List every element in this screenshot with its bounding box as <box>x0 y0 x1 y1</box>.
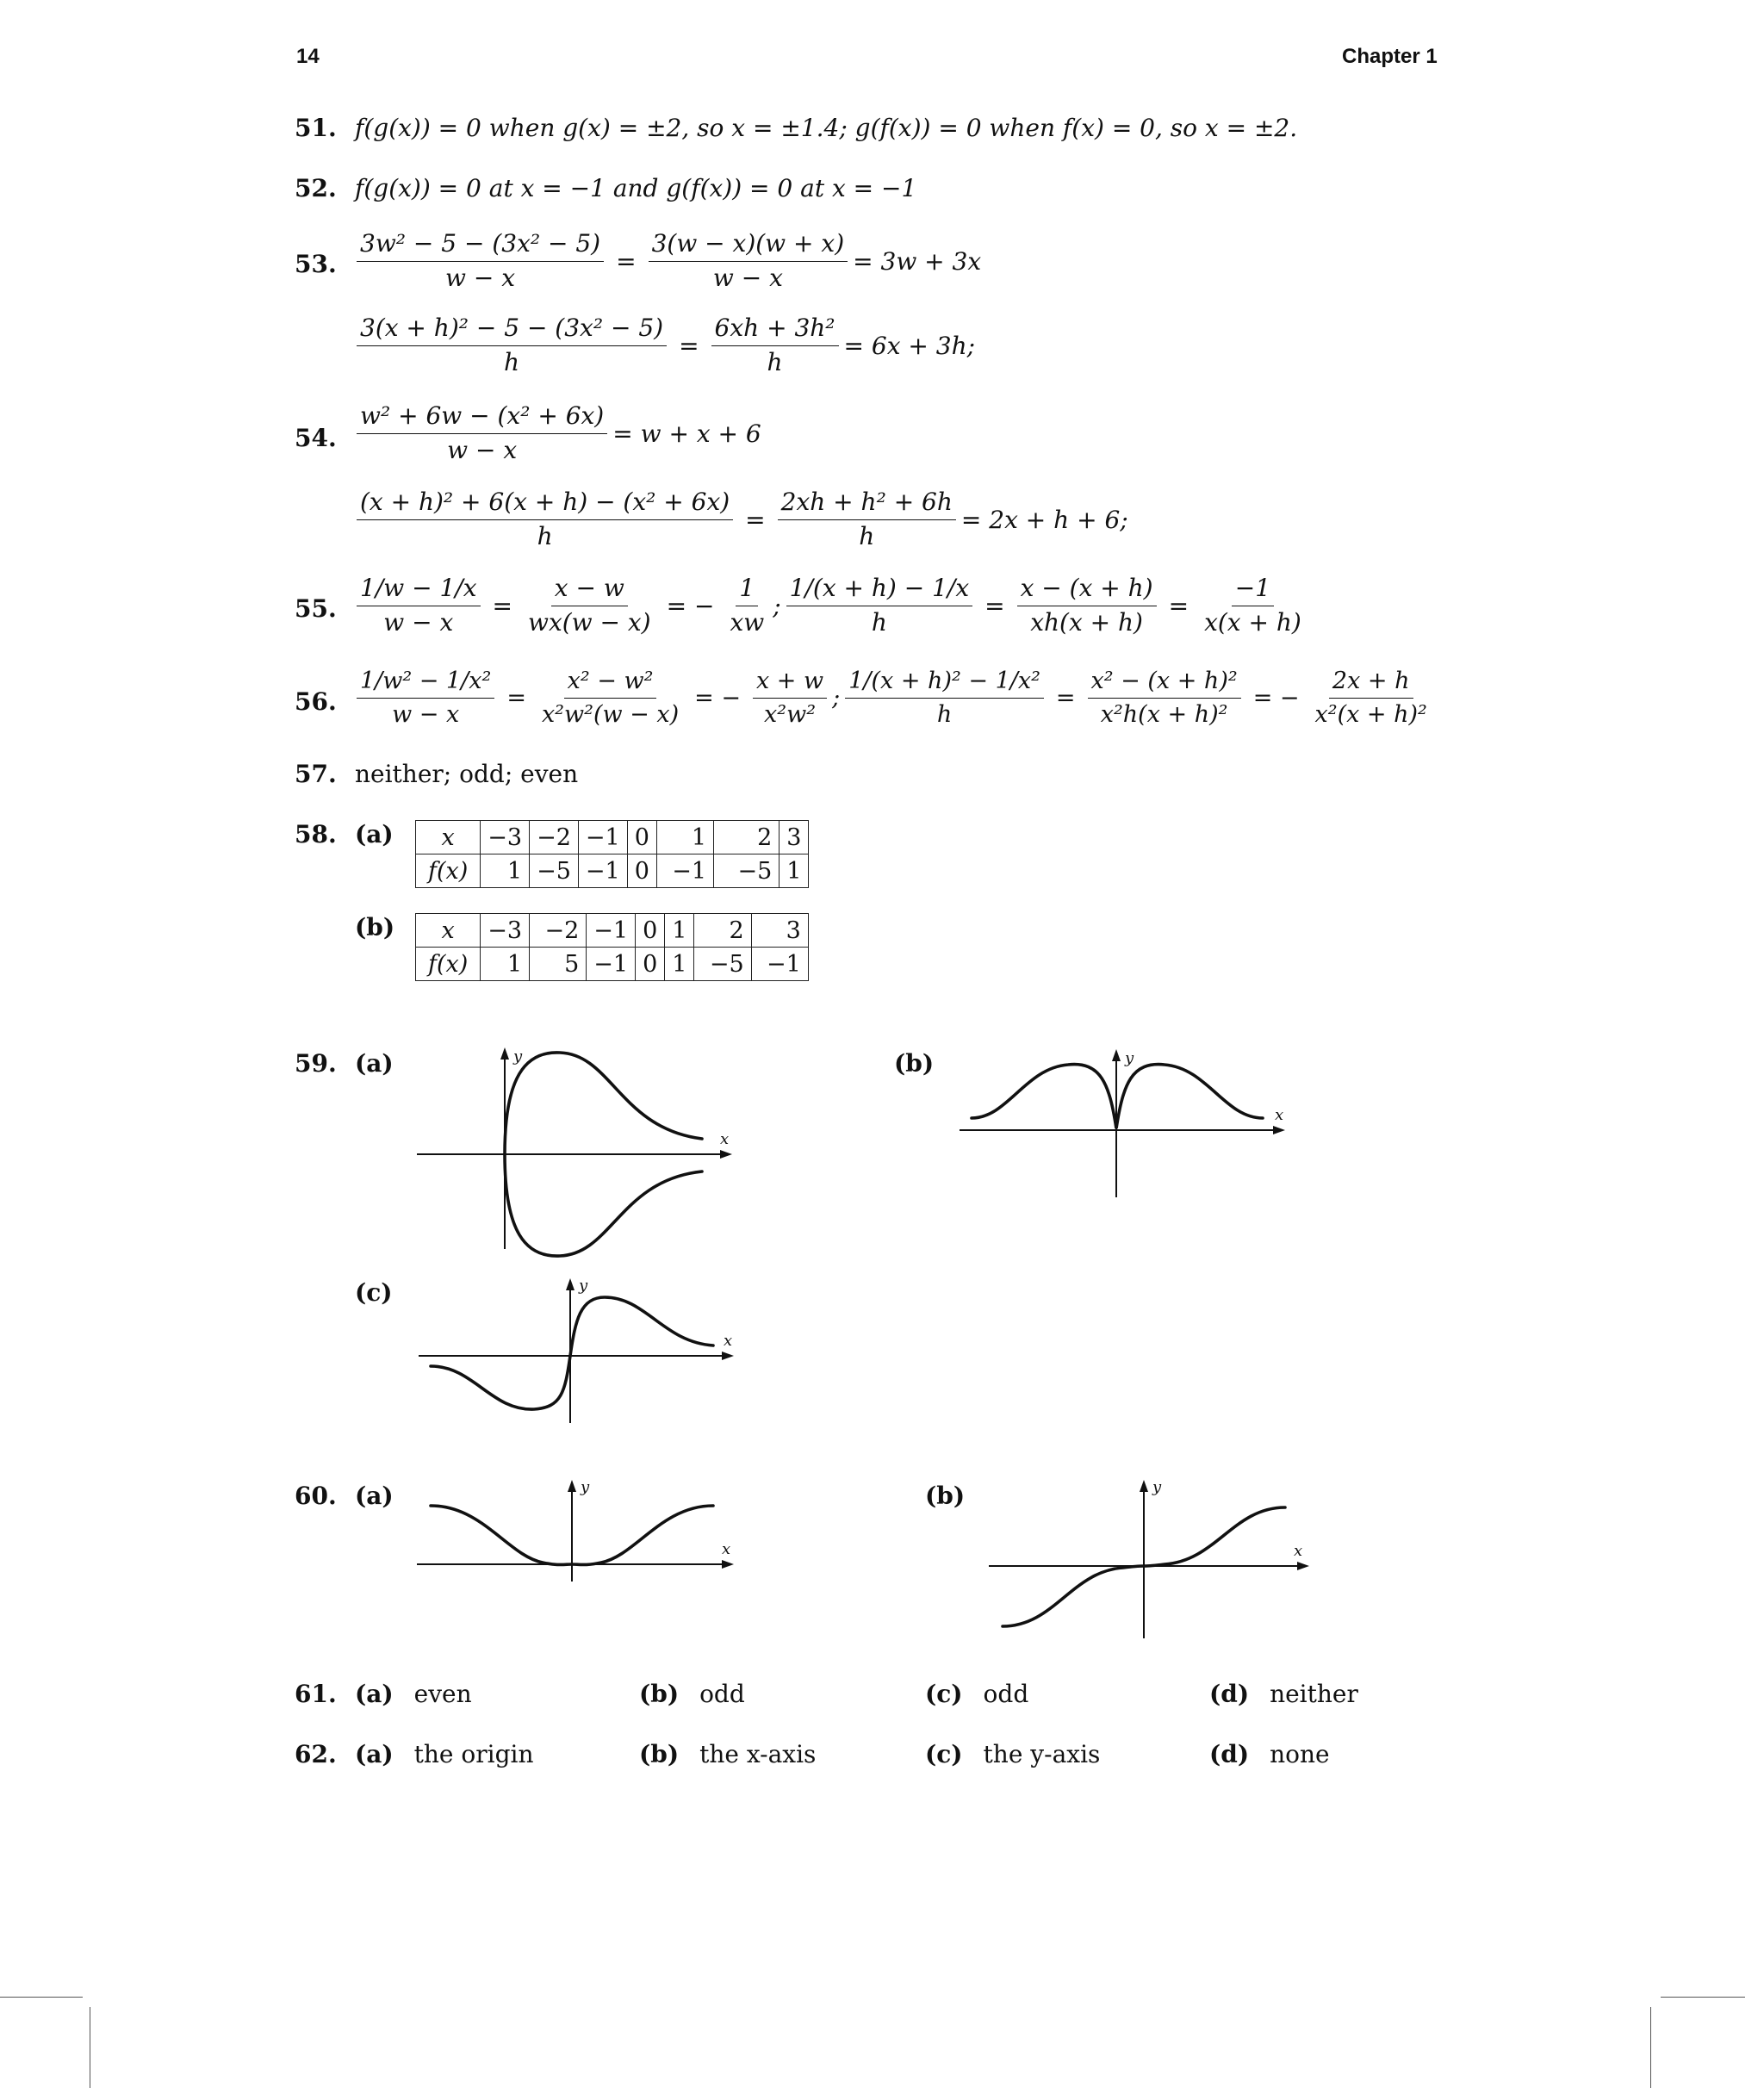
x-axis-arrow <box>722 1352 734 1360</box>
problem-56-line: $\frac{\text{1/w² − 1/x²}}{w - x}$ = $\frac{\text{x² − w²}}{\text{x²w²(w − x)}}$ = − $\frac{x + w}{\text{x²w²}}$ ; $\frac{\text{1/(x + h)² − 1/x²}}{h}$ = $\frac{\text{x² − (x + h)²}}{\text{x²h(x + h)²}}$ = − $\frac{2x + h}{\text{x²(x + h)²}}$ <box>351 668 1436 727</box>
x-axis-arrow <box>722 1560 734 1569</box>
answer-62-b <box>639 1740 816 1768</box>
graph-60a <box>413 1473 741 1585</box>
y-axis-label: y <box>1152 1478 1162 1496</box>
part-a-label: (a) <box>355 1049 394 1078</box>
problem-57-answer: neither; odd; even <box>355 760 579 788</box>
fraction-denominator: x²h(x + h)² <box>1100 700 1228 728</box>
fraction-numerator: 3(w − x)(w + x) <box>649 231 848 262</box>
fraction-denominator: w − x <box>445 263 516 292</box>
table-head-x: x <box>416 821 481 854</box>
result: = 2x + h + 6; <box>960 505 1128 534</box>
fraction-numerator: x − (x + h) <box>1017 575 1157 606</box>
fraction-denominator: h <box>936 700 953 728</box>
table-row <box>416 821 809 854</box>
problem-51-answer: f(g(x)) = 0 when g(x) = ±2, so x = ±1.4; g(f(x)) = 0 when f(x) = 0, so x = ±2. <box>355 114 1298 142</box>
problem-56-number: 56. <box>295 687 337 716</box>
choice-text: the x-axis <box>699 1740 817 1768</box>
part-a-label: (a) <box>355 1482 394 1510</box>
fraction-numerator: x² − (x + h)² <box>1088 668 1241 699</box>
fraction-denominator: h <box>537 521 553 550</box>
table-cell: 0 <box>636 914 665 948</box>
x-axis-arrow <box>1297 1562 1309 1570</box>
fraction-denominator: x²(x + h)² <box>1314 700 1427 728</box>
fraction-numerator: (x + h)² + 6(x + h) − (x² + 6x) <box>357 489 733 520</box>
table-cell: 1 <box>481 948 530 981</box>
graph-60b <box>985 1473 1330 1645</box>
result: = 6x + 3h; <box>843 331 976 360</box>
table-cell: −1 <box>751 948 808 981</box>
fraction-numerator: x + w <box>753 668 827 699</box>
fraction-denominator: w − x <box>392 700 460 728</box>
fraction-numerator: 1/(x + h)² − 1/x² <box>845 668 1044 699</box>
table-cell: 5 <box>530 948 587 981</box>
fraction-denominator: w − x <box>447 435 518 464</box>
y-axis-label: y <box>581 1478 590 1496</box>
table-cell: 0 <box>627 854 656 888</box>
choice-text: odd <box>983 1680 1029 1708</box>
problem-55-number: 55. <box>295 594 337 623</box>
fraction-numerator: 1/w − 1/x <box>357 575 481 606</box>
choice-label: (c) <box>925 1680 963 1708</box>
part-a-label: (a) <box>355 820 394 848</box>
table-cell: −1 <box>656 854 713 888</box>
table-cell: 1 <box>481 854 530 888</box>
chapter-title: Chapter 1 <box>1342 45 1438 68</box>
x-axis-arrow <box>720 1150 732 1159</box>
fraction-denominator: xh(x + h) <box>1030 607 1143 637</box>
answer-61-a <box>355 1680 472 1708</box>
answer-62-a <box>355 1740 534 1768</box>
table-row <box>416 914 809 948</box>
fraction-numerator: x² − w² <box>564 668 657 699</box>
curve <box>431 1297 713 1409</box>
table-cell: 0 <box>636 948 665 981</box>
y-axis-label: y <box>1125 1049 1134 1067</box>
problem-55-line: $\frac{1/w - 1/x}{w - x}$ = $\frac{x - w}{wx(w - x)}$ = − $\frac{1}{xw}$ ; $\frac{1/(x + h) - 1/x}{h}$ = $\frac{x - (x + h)}{xh(x + h)}$ = $\frac{-1}{x(x + h)}$ <box>351 575 1310 637</box>
graph-59a <box>413 1042 741 1258</box>
table-head-fx: f(x) <box>416 948 481 981</box>
choice-text: neither <box>1270 1680 1358 1708</box>
crop-mark <box>1661 1997 1745 1998</box>
y-axis-label: y <box>513 1047 523 1066</box>
choice-text: even <box>413 1680 472 1708</box>
problem-52-answer: f(g(x)) = 0 at x = −1 and g(f(x)) = 0 at x = −1 <box>355 174 917 202</box>
fraction-numerator: −1 <box>1232 575 1274 606</box>
fraction-numerator: 1 <box>736 575 758 606</box>
part-c-label: (c) <box>355 1278 393 1307</box>
table-cell: 3 <box>751 914 808 948</box>
x-axis-label: x <box>724 1332 733 1350</box>
table-cell: −1 <box>587 948 636 981</box>
curve-lower <box>505 1154 702 1256</box>
problem-60-number: 60. <box>295 1482 337 1510</box>
part-b-label: (b) <box>894 1049 935 1078</box>
table-cell: −5 <box>694 948 751 981</box>
x-axis-label: x <box>1294 1542 1303 1560</box>
x-axis-label: x <box>1275 1106 1284 1124</box>
x-axis-label: x <box>720 1130 730 1148</box>
answer-61-c <box>925 1680 1028 1708</box>
value-table-a <box>415 820 809 888</box>
fraction-numerator: 2xh + h² + 6h <box>778 489 956 520</box>
choice-label: (b) <box>639 1740 680 1768</box>
answer-62-d <box>1209 1740 1330 1768</box>
problem-53-line-2: $\frac{\text{3(x + h)² − 5 − (3x² − 5)}}{h}$ = $\frac{\text{6xh + 3h²}}{h}$ = 6x + 3h; <box>351 315 975 376</box>
problem-54-number: 54. <box>295 424 337 452</box>
result: = 3w + 3x <box>853 246 982 276</box>
y-axis-arrow <box>1112 1049 1121 1061</box>
y-axis-arrow <box>1140 1480 1148 1492</box>
problem-54-line-2: $\frac{\text{(x + h)² + 6(x + h) − (x² + 6x)}}{h}$ = $\frac{\text{2xh + h² + 6h}}{h}$ = 2x + h + 6; <box>351 489 1128 550</box>
table-cell: 2 <box>694 914 751 948</box>
answer-61-d <box>1209 1680 1358 1708</box>
table-cell: −1 <box>587 914 636 948</box>
table-head-x: x <box>416 914 481 948</box>
fraction-numerator: 3(x + h)² − 5 − (3x² − 5) <box>357 315 667 346</box>
table-head-fx: f(x) <box>416 854 481 888</box>
value-table-b <box>415 913 809 981</box>
choice-text: the origin <box>413 1740 534 1768</box>
answer-61-b <box>639 1680 745 1708</box>
fraction-numerator: 1/w² − 1/x² <box>357 668 494 699</box>
choice-label: (c) <box>925 1740 963 1768</box>
choice-text: none <box>1270 1740 1330 1768</box>
problem-57-number: 57. <box>295 760 337 788</box>
table-cell: 0 <box>627 821 656 854</box>
table-cell: 1 <box>780 854 809 888</box>
fraction-numerator: 2x + h <box>1329 668 1413 699</box>
fraction-denominator: w − x <box>712 263 783 292</box>
fraction-denominator: h <box>859 521 875 550</box>
page-number: 14 <box>296 45 320 68</box>
fraction-denominator: h <box>767 347 783 376</box>
y-axis-arrow <box>500 1047 509 1060</box>
table-cell: −5 <box>714 854 780 888</box>
problem-53-number: 53. <box>295 250 337 278</box>
problem-61-number: 61. <box>295 1680 337 1708</box>
fraction-denominator: xw <box>730 607 765 637</box>
choice-text: odd <box>699 1680 745 1708</box>
fraction-denominator: wx(w − x) <box>527 607 651 637</box>
y-axis-arrow <box>566 1278 575 1290</box>
curve-upper <box>505 1053 702 1154</box>
problem-53-line-1: $\frac{\text{3w² − 5 − (3x² − 5)}}{w - x}$ = $\frac{3(w - x)(w + x)}{w - x}$ = 3w + 3x <box>351 231 981 292</box>
table-cell: −3 <box>481 914 530 948</box>
fraction-denominator: w − x <box>383 607 454 637</box>
choice-label: (a) <box>355 1680 394 1708</box>
table-row <box>416 854 809 888</box>
table-cell: −3 <box>481 821 530 854</box>
table-cell: 3 <box>780 821 809 854</box>
part-b-label: (b) <box>925 1482 966 1510</box>
problem-58-number: 58. <box>295 820 337 848</box>
y-axis-arrow <box>568 1480 576 1492</box>
table-cell: −1 <box>578 821 627 854</box>
table-cell: −2 <box>530 914 587 948</box>
choice-label: (d) <box>1209 1740 1250 1768</box>
fraction-numerator: w² + 6w − (x² + 6x) <box>357 403 607 434</box>
fraction-numerator: 6xh + 3h² <box>711 315 839 346</box>
x-axis-label: x <box>722 1540 731 1558</box>
result: = w + x + 6 <box>612 419 761 448</box>
choice-label: (d) <box>1209 1680 1250 1708</box>
part-b-label: (b) <box>355 913 395 941</box>
table-cell: −2 <box>530 821 579 854</box>
y-axis-label: y <box>579 1277 588 1295</box>
problem-59-number: 59. <box>295 1049 337 1078</box>
fraction-denominator: h <box>871 607 887 637</box>
problem-54-line-1 <box>351 403 761 464</box>
crop-mark <box>1650 2007 1651 2088</box>
table-cell: 1 <box>665 948 694 981</box>
fraction-numerator: 3w² − 5 − (3x² − 5) <box>357 231 604 262</box>
fraction-denominator: x(x + h) <box>1204 607 1301 637</box>
choice-label: (b) <box>639 1680 680 1708</box>
problem-51-number: 51. <box>295 114 337 142</box>
table-cell: 1 <box>656 821 713 854</box>
problem-62-number: 62. <box>295 1740 337 1768</box>
fraction-denominator: x²w²(w − x) <box>541 700 680 728</box>
graph-59c <box>413 1271 741 1426</box>
table-cell: 1 <box>665 914 694 948</box>
choice-text: the y-axis <box>983 1740 1101 1768</box>
x-axis-arrow <box>1273 1126 1285 1134</box>
problem-52-number: 52. <box>295 174 337 202</box>
fraction-numerator: x − w <box>551 575 628 606</box>
table-cell: 2 <box>714 821 780 854</box>
fraction-numerator: 1/(x + h) − 1/x <box>786 575 972 606</box>
fraction-denominator: h <box>504 347 520 376</box>
table-row <box>416 948 809 981</box>
fraction-denominator: x²w² <box>764 700 817 728</box>
table-cell: −5 <box>530 854 579 888</box>
crop-mark <box>0 1997 83 1998</box>
graph-59b <box>956 1042 1301 1206</box>
answer-62-c <box>925 1740 1100 1768</box>
choice-label: (a) <box>355 1740 394 1768</box>
table-cell: −1 <box>578 854 627 888</box>
